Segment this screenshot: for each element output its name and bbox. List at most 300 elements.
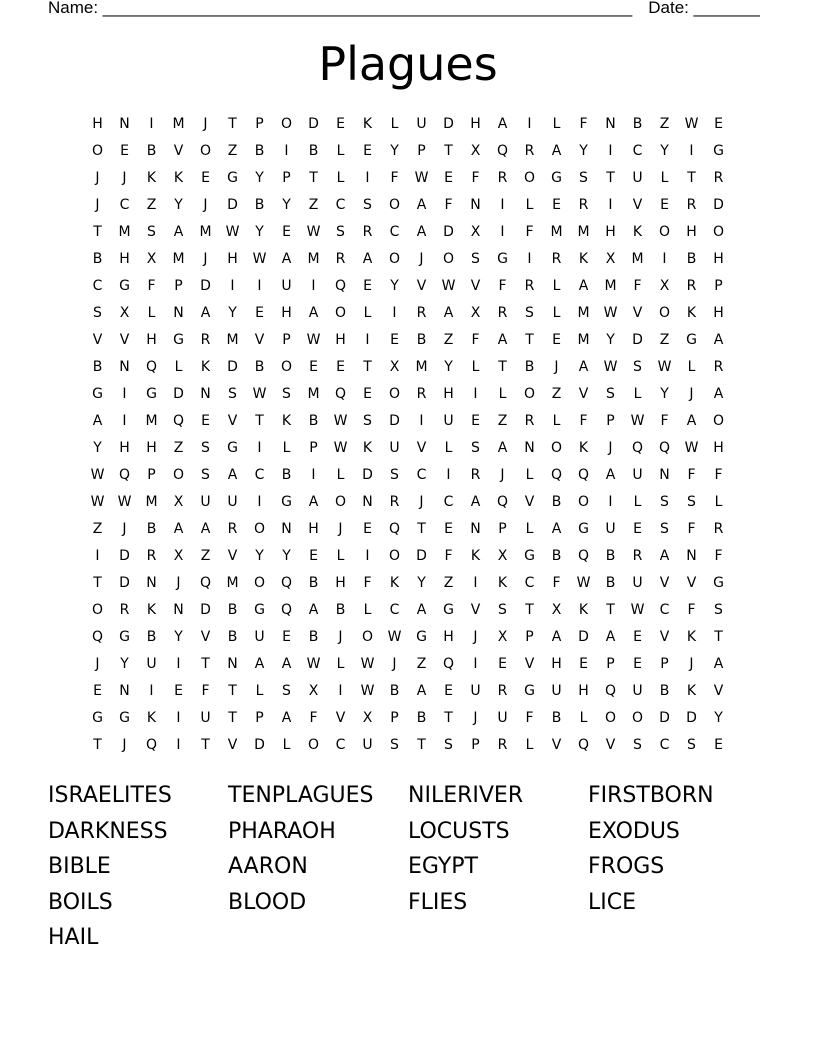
grid-letter: V bbox=[524, 656, 535, 672]
grid-letter: F bbox=[309, 710, 318, 726]
grid-letter: F bbox=[633, 278, 642, 294]
grid-letter: L bbox=[390, 116, 399, 132]
grid-letter: W bbox=[252, 386, 267, 402]
grid-row bbox=[84, 408, 732, 435]
grid-letter: E bbox=[336, 116, 345, 132]
grid-letter: Z bbox=[443, 332, 454, 348]
grid-letter: K bbox=[173, 170, 184, 186]
grid-letter: I bbox=[122, 386, 127, 402]
grid-letter: A bbox=[551, 521, 562, 537]
grid-letter: H bbox=[713, 251, 724, 267]
grid-letter: T bbox=[687, 170, 696, 186]
grid-letter: I bbox=[149, 683, 154, 699]
grid-letter: M bbox=[577, 332, 590, 348]
grid-letter: B bbox=[146, 629, 157, 645]
grid-letter: U bbox=[470, 683, 481, 699]
grid-letter: K bbox=[470, 548, 481, 564]
grid-letter: T bbox=[93, 575, 102, 591]
grid-letter: W bbox=[576, 575, 591, 591]
grid-letter: Y bbox=[660, 386, 669, 402]
grid-letter: W bbox=[333, 440, 348, 456]
grid-letter: M bbox=[577, 224, 590, 240]
grid-letter: D bbox=[578, 629, 589, 645]
grid-letter: D bbox=[632, 332, 643, 348]
grid-letter: H bbox=[119, 440, 130, 456]
grid-letter: K bbox=[146, 710, 157, 726]
grid-letter: B bbox=[227, 629, 238, 645]
grid-letter: Y bbox=[417, 575, 426, 591]
grid-letter: P bbox=[282, 332, 291, 348]
grid-letter: I bbox=[473, 656, 478, 672]
grid-letter: E bbox=[660, 197, 669, 213]
grid-letter: M bbox=[604, 278, 617, 294]
grid-letter: B bbox=[416, 710, 427, 726]
grid-letter: X bbox=[173, 494, 184, 510]
grid-letter: R bbox=[416, 305, 427, 321]
grid-letter: V bbox=[200, 629, 211, 645]
grid-letter: T bbox=[228, 116, 237, 132]
grid-letter: Q bbox=[388, 521, 401, 537]
grid-letter: N bbox=[200, 386, 211, 402]
grid-row bbox=[84, 327, 732, 354]
grid-letter: E bbox=[714, 737, 723, 753]
grid-letter: V bbox=[659, 575, 670, 591]
grid-letter: E bbox=[552, 197, 561, 213]
grid-letter: P bbox=[606, 656, 615, 672]
grid-letter: L bbox=[282, 737, 291, 753]
grid-letter: L bbox=[552, 278, 561, 294]
grid-letter: D bbox=[200, 602, 211, 618]
grid-letter: Q bbox=[577, 548, 590, 564]
grid-letter: M bbox=[307, 386, 320, 402]
grid-letter: T bbox=[498, 359, 507, 375]
grid-letter: A bbox=[713, 386, 724, 402]
grid-letter: F bbox=[660, 413, 669, 429]
grid-letter: G bbox=[146, 386, 157, 402]
grid-letter: O bbox=[577, 494, 590, 510]
grid-letter: C bbox=[389, 602, 400, 618]
grid-letter: S bbox=[390, 467, 399, 483]
grid-letter: W bbox=[603, 305, 618, 321]
grid-letter: M bbox=[307, 251, 320, 267]
page-title: Plagues bbox=[318, 37, 498, 91]
grid-row bbox=[84, 381, 732, 408]
grid-letter: N bbox=[470, 197, 481, 213]
grid-letter: P bbox=[282, 170, 291, 186]
grid-letter: S bbox=[633, 737, 642, 753]
grid-letter: C bbox=[416, 467, 427, 483]
grid-letter: A bbox=[200, 521, 211, 537]
grid-letter: T bbox=[93, 224, 102, 240]
grid-letter: I bbox=[149, 116, 154, 132]
grid-letter: B bbox=[254, 143, 265, 159]
grid-letter: K bbox=[146, 170, 157, 186]
grid-letter: T bbox=[255, 413, 264, 429]
grid-letter: Y bbox=[579, 143, 588, 159]
grid-letter: G bbox=[713, 143, 724, 159]
grid-letter: S bbox=[201, 440, 210, 456]
grid-letter: J bbox=[473, 629, 478, 645]
grid-letter: I bbox=[473, 575, 478, 591]
grid-letter: R bbox=[335, 251, 346, 267]
grid-letter: Y bbox=[120, 656, 129, 672]
grid-letter: G bbox=[497, 251, 508, 267]
grid-row bbox=[84, 300, 732, 327]
grid-letter: M bbox=[118, 224, 131, 240]
grid-letter: A bbox=[92, 413, 103, 429]
grid-letter: J bbox=[95, 656, 100, 672]
grid-letter: B bbox=[389, 683, 400, 699]
grid-letter: L bbox=[363, 602, 372, 618]
grid-letter: B bbox=[416, 332, 427, 348]
grid-letter: S bbox=[471, 440, 480, 456]
grid-letter: X bbox=[659, 278, 670, 294]
grid-letter: V bbox=[227, 413, 238, 429]
grid-letter: E bbox=[444, 683, 453, 699]
name-field-label: Name: ________________________________________________________ bbox=[48, 0, 633, 17]
grid-letter: V bbox=[227, 737, 238, 753]
grid-letter: W bbox=[603, 359, 618, 375]
grid-letter: O bbox=[388, 251, 401, 267]
grid-letter: L bbox=[336, 467, 345, 483]
grid-letter: L bbox=[633, 494, 642, 510]
word-bank-item: FLIES bbox=[408, 889, 468, 915]
grid-letter: M bbox=[550, 224, 563, 240]
grid-letter: P bbox=[255, 710, 264, 726]
grid-letter: M bbox=[199, 224, 212, 240]
word-bank-item: NILERIVER bbox=[408, 783, 524, 808]
word-bank-item: BIBLE bbox=[48, 854, 111, 880]
grid-letter: P bbox=[660, 656, 669, 672]
grid-letter: W bbox=[252, 251, 267, 267]
grid-letter: H bbox=[443, 629, 454, 645]
grid-letter: K bbox=[362, 440, 373, 456]
grid-letter: B bbox=[308, 413, 319, 429]
grid-letter: M bbox=[577, 305, 590, 321]
grid-letter: U bbox=[632, 467, 643, 483]
grid-letter: R bbox=[389, 494, 400, 510]
grid-letter: L bbox=[147, 305, 156, 321]
grid-letter: O bbox=[172, 467, 185, 483]
grid-letter: Z bbox=[416, 656, 427, 672]
grid-letter: S bbox=[606, 386, 615, 402]
grid-letter: G bbox=[92, 710, 103, 726]
grid-letter: T bbox=[444, 710, 453, 726]
grid-letter: X bbox=[551, 602, 562, 618]
grid-letter: Q bbox=[334, 386, 347, 402]
grid-letter: V bbox=[416, 278, 427, 294]
grid-letter: B bbox=[308, 575, 319, 591]
grid-letter: T bbox=[525, 602, 534, 618]
grid-letter: Z bbox=[659, 332, 670, 348]
grid-letter: W bbox=[306, 224, 321, 240]
grid-letter: A bbox=[497, 116, 508, 132]
grid-row bbox=[84, 732, 732, 759]
grid-letter: U bbox=[281, 278, 292, 294]
grid-letter: M bbox=[145, 413, 158, 429]
grid-letter: G bbox=[254, 602, 265, 618]
grid-letter: W bbox=[360, 656, 375, 672]
grid-row bbox=[84, 165, 732, 192]
grid-letter: B bbox=[308, 629, 319, 645]
grid-letter: R bbox=[524, 143, 535, 159]
grid-letter: R bbox=[497, 170, 508, 186]
grid-letter: R bbox=[713, 170, 724, 186]
grid-letter: S bbox=[498, 602, 507, 618]
grid-letter: C bbox=[92, 278, 103, 294]
grid-letter: E bbox=[309, 548, 318, 564]
grid-letter: O bbox=[631, 710, 644, 726]
grid-letter: V bbox=[416, 440, 427, 456]
grid-letter: O bbox=[334, 305, 347, 321]
grid-letter: Q bbox=[145, 359, 158, 375]
grid-letter: I bbox=[311, 278, 316, 294]
grid-letter: A bbox=[659, 548, 670, 564]
grid-letter: W bbox=[117, 494, 132, 510]
grid-letter: E bbox=[201, 413, 210, 429]
grid-letter: T bbox=[201, 737, 210, 753]
grid-letter: Y bbox=[174, 629, 183, 645]
grid-letter: J bbox=[122, 170, 127, 186]
grid-letter: V bbox=[632, 305, 643, 321]
grid-letter: H bbox=[335, 575, 346, 591]
grid-letter: U bbox=[443, 413, 454, 429]
grid-letter: C bbox=[659, 602, 670, 618]
grid-letter: N bbox=[146, 575, 157, 591]
grid-letter: H bbox=[551, 656, 562, 672]
grid-letter: F bbox=[552, 575, 561, 591]
grid-letter: V bbox=[659, 629, 670, 645]
grid-letter: U bbox=[632, 683, 643, 699]
grid-letter: D bbox=[119, 548, 130, 564]
grid-letter: A bbox=[470, 494, 481, 510]
grid-letter: E bbox=[93, 683, 102, 699]
grid-letter: P bbox=[309, 440, 318, 456]
grid-letter: A bbox=[551, 629, 562, 645]
grid-letter: D bbox=[443, 224, 454, 240]
grid-letter: Y bbox=[390, 143, 399, 159]
grid-letter: Q bbox=[280, 575, 293, 591]
grid-row bbox=[84, 624, 732, 651]
grid-letter: O bbox=[91, 143, 104, 159]
grid-letter: Z bbox=[551, 386, 562, 402]
grid-letter: J bbox=[203, 197, 208, 213]
grid-letter: R bbox=[119, 602, 130, 618]
grid-letter: E bbox=[444, 521, 453, 537]
grid-letter: I bbox=[257, 278, 262, 294]
grid-letter: P bbox=[255, 116, 264, 132]
grid-letter: A bbox=[281, 710, 292, 726]
grid-letter: O bbox=[307, 737, 320, 753]
grid-letter: P bbox=[174, 278, 183, 294]
grid-letter: X bbox=[497, 629, 508, 645]
grid-row bbox=[84, 651, 732, 678]
grid-letter: N bbox=[281, 521, 292, 537]
grid-letter: X bbox=[362, 710, 373, 726]
word-bank-item: AARON bbox=[228, 854, 308, 880]
grid-letter: J bbox=[95, 197, 100, 213]
grid-letter: E bbox=[120, 143, 129, 159]
grid-letter: Y bbox=[660, 143, 669, 159]
grid-letter: S bbox=[390, 737, 399, 753]
grid-letter: S bbox=[660, 494, 669, 510]
grid-letter: F bbox=[687, 521, 696, 537]
grid-letter: O bbox=[523, 170, 536, 186]
grid-letter: X bbox=[146, 251, 157, 267]
grid-letter: A bbox=[308, 494, 319, 510]
grid-letter: B bbox=[254, 359, 265, 375]
grid-letter: U bbox=[416, 116, 427, 132]
grid-letter: B bbox=[92, 359, 103, 375]
grid-row bbox=[84, 597, 732, 624]
grid-letter: R bbox=[200, 332, 211, 348]
grid-letter: E bbox=[282, 224, 291, 240]
grid-letter: P bbox=[714, 278, 723, 294]
grid-letter: B bbox=[524, 359, 535, 375]
grid-letter: G bbox=[281, 494, 292, 510]
date-field-label: Date: _______ bbox=[648, 0, 760, 17]
grid-letter: S bbox=[714, 602, 723, 618]
grid-letter: L bbox=[255, 683, 264, 699]
grid-letter: U bbox=[632, 170, 643, 186]
grid-row bbox=[84, 678, 732, 705]
grid-letter: I bbox=[662, 251, 667, 267]
grid-letter: L bbox=[498, 386, 507, 402]
grid-letter: L bbox=[552, 413, 561, 429]
grid-letter: I bbox=[365, 548, 370, 564]
grid-letter: W bbox=[387, 629, 402, 645]
grid-letter: W bbox=[684, 116, 699, 132]
grid-letter: E bbox=[255, 305, 264, 321]
grid-letter: D bbox=[308, 116, 319, 132]
grid-letter: O bbox=[388, 548, 401, 564]
grid-letter: J bbox=[338, 629, 343, 645]
grid-letter: M bbox=[415, 359, 428, 375]
grid-letter: B bbox=[632, 116, 643, 132]
grid-letter: F bbox=[687, 467, 696, 483]
grid-letter: C bbox=[632, 143, 643, 159]
grid-letter: N bbox=[659, 467, 670, 483]
grid-letter: F bbox=[714, 548, 723, 564]
grid-letter: J bbox=[176, 575, 181, 591]
grid-letter: O bbox=[550, 440, 563, 456]
grid-letter: N bbox=[362, 494, 373, 510]
grid-letter: L bbox=[552, 305, 561, 321]
grid-letter: Y bbox=[228, 305, 237, 321]
grid-letter: R bbox=[551, 251, 562, 267]
grid-letter: Q bbox=[577, 737, 590, 753]
grid-letter: F bbox=[471, 332, 480, 348]
grid-letter: M bbox=[172, 251, 185, 267]
grid-letter: A bbox=[443, 305, 454, 321]
grid-letter: A bbox=[227, 467, 238, 483]
grid-letter: J bbox=[122, 737, 127, 753]
grid-letter: A bbox=[416, 197, 427, 213]
grid-letter: A bbox=[497, 440, 508, 456]
grid-letter: E bbox=[714, 116, 723, 132]
grid-letter: L bbox=[714, 494, 723, 510]
word-bank-item: LICE bbox=[588, 889, 637, 915]
grid-letter: T bbox=[228, 683, 237, 699]
grid-letter: I bbox=[95, 548, 100, 564]
grid-letter: O bbox=[388, 386, 401, 402]
grid-letter: T bbox=[309, 170, 318, 186]
grid-letter: A bbox=[416, 224, 427, 240]
grid-letter: S bbox=[93, 305, 102, 321]
grid-letter: B bbox=[605, 575, 616, 591]
word-bank-item: TENPLAGUES bbox=[228, 783, 374, 808]
grid-letter: U bbox=[551, 683, 562, 699]
grid-letter: A bbox=[308, 602, 319, 618]
grid-letter: S bbox=[147, 224, 156, 240]
grid-letter: X bbox=[470, 224, 481, 240]
grid-letter: T bbox=[444, 143, 453, 159]
grid-letter: A bbox=[362, 251, 373, 267]
grid-letter: F bbox=[201, 683, 210, 699]
grid-letter: I bbox=[365, 332, 370, 348]
word-bank-item: ISRAELITES bbox=[48, 783, 172, 808]
grid-letter: F bbox=[525, 710, 534, 726]
grid-letter: F bbox=[471, 170, 480, 186]
grid-letter: K bbox=[686, 629, 697, 645]
grid-letter: V bbox=[524, 494, 535, 510]
word-search-grid bbox=[84, 111, 732, 759]
grid-letter: W bbox=[684, 440, 699, 456]
grid-letter: A bbox=[281, 251, 292, 267]
grid-letter: L bbox=[282, 440, 291, 456]
grid-letter: O bbox=[658, 224, 671, 240]
grid-letter: S bbox=[282, 683, 291, 699]
grid-letter: W bbox=[306, 332, 321, 348]
grid-letter: Z bbox=[227, 143, 238, 159]
grid-letter: O bbox=[334, 494, 347, 510]
grid-letter: J bbox=[122, 521, 127, 537]
grid-letter: Y bbox=[390, 278, 399, 294]
grid-letter: G bbox=[119, 278, 130, 294]
grid-letter: U bbox=[362, 737, 373, 753]
grid-letter: G bbox=[173, 332, 184, 348]
grid-letter: T bbox=[363, 359, 372, 375]
grid-letter: X bbox=[470, 143, 481, 159]
grid-letter: J bbox=[689, 386, 694, 402]
grid-letter: X bbox=[173, 548, 184, 564]
grid-letter: D bbox=[227, 197, 238, 213]
grid-letter: G bbox=[524, 683, 535, 699]
grid-row bbox=[84, 111, 732, 138]
grid-letter: T bbox=[606, 602, 615, 618]
grid-letter: R bbox=[713, 359, 724, 375]
grid-letter: G bbox=[119, 710, 130, 726]
grid-letter: C bbox=[335, 197, 346, 213]
grid-letter: C bbox=[524, 575, 535, 591]
grid-letter: V bbox=[578, 386, 589, 402]
word-bank-item: HAIL bbox=[48, 925, 99, 951]
grid-row bbox=[84, 246, 732, 273]
grid-letter: N bbox=[119, 359, 130, 375]
grid-letter: N bbox=[605, 116, 616, 132]
word-bank-item: BLOOD bbox=[228, 889, 307, 915]
grid-letter: S bbox=[282, 386, 291, 402]
grid-letter: J bbox=[500, 467, 505, 483]
grid-letter: J bbox=[608, 440, 613, 456]
grid-letter: I bbox=[392, 305, 397, 321]
grid-letter: Q bbox=[334, 278, 347, 294]
grid-letter: R bbox=[470, 467, 481, 483]
grid-letter: U bbox=[200, 710, 211, 726]
grid-letter: G bbox=[227, 170, 238, 186]
grid-letter: G bbox=[524, 548, 535, 564]
grid-letter: H bbox=[470, 116, 481, 132]
